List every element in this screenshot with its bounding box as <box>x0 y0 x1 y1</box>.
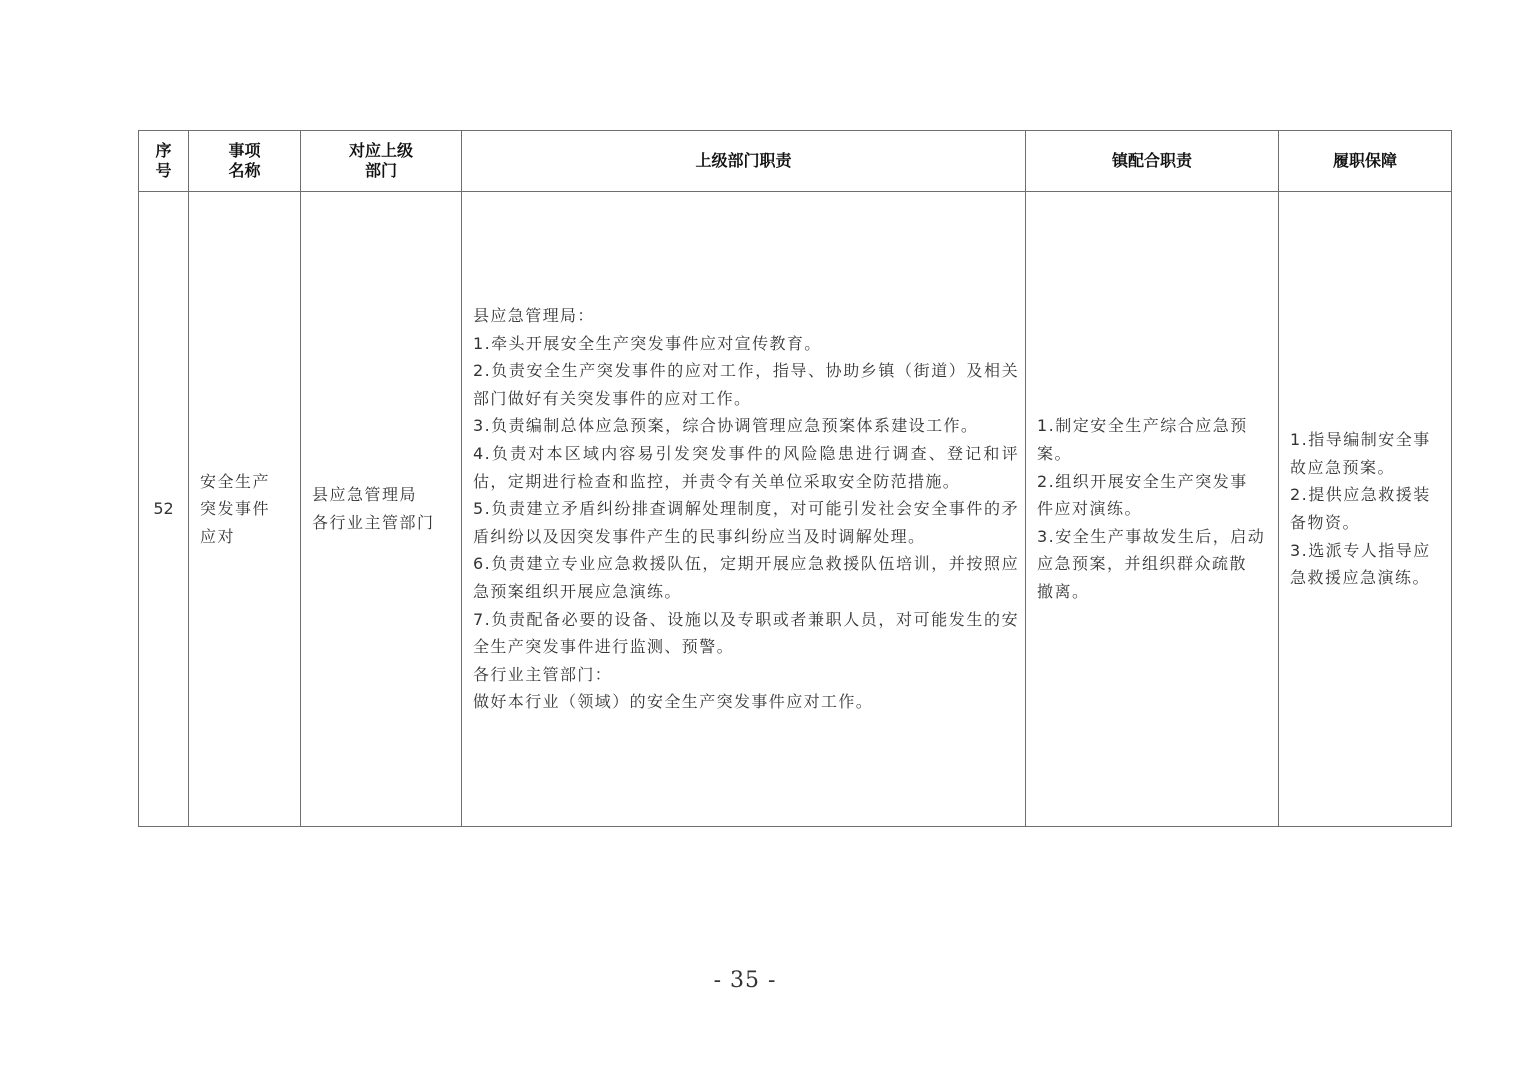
header-item-name: 事项 名称 <box>189 131 301 192</box>
table-row <box>139 192 1452 827</box>
header-superior-duties: 上级部门职责 <box>462 131 1026 192</box>
duty-line: 3.负责编制总体应急预案，综合协调管理应急预案体系建设工作。 <box>473 416 979 436</box>
row-item-name: 安全生产 突发事件 应对 <box>189 192 301 827</box>
table-header-row <box>139 131 1452 192</box>
duty-line: 各行业主管部门： <box>473 664 613 684</box>
duty-line: 6.负责建立专业应急救援队伍，定期开展应急救援队伍培训，并按照应急预案组织开展应急演练。 <box>473 554 1019 601</box>
header-town-duties: 镇配合职责 <box>1026 131 1279 192</box>
duty-line: 1.牵头开展安全生产突发事件应对宣传教育。 <box>473 333 822 353</box>
duty-line: 7.负责配备必要的设备、设施以及专职或者兼职人员，对可能发生的安全生产突发事件进行监测、预警。 <box>473 609 1019 657</box>
duty-line: 5.负责建立矛盾纠纷排查调解处理制度，对可能引发社会安全事件的矛盾纠纷以及因突发事件产生的民事纠纷应当及时调解处理。 <box>473 499 1019 546</box>
header-guarantee: 履职保障 <box>1279 131 1452 192</box>
header-superior-department: 对应上级 部门 <box>301 131 462 192</box>
duty-line: 4.负责对本区域内容易引发突发事件的风险隐患进行调查、登记和评估，定期进行检查和监控，并责令有关单位采取安全防范措施。 <box>473 444 1019 491</box>
duty-line: 做好本行业（领域）的安全生产突发事件应对工作。 <box>473 692 874 712</box>
superior-duties-list <box>462 302 1025 716</box>
row-superior-duties <box>462 192 1026 827</box>
duty-line: 2.负责安全生产突发事件的应对工作，指导、协助乡镇（街道）及相关部门做好有关突发事件的应对工作。 <box>473 361 1019 408</box>
duty-line: 县应急管理局： <box>473 306 595 326</box>
row-departments: 县应急管理局 各行业主管部门 <box>301 192 462 827</box>
row-guarantee: 1.指导编制安全事 故应急预案。 2.提供应急救援装 备物资。 3.选派专人指导应 急救援应急演练。 <box>1279 192 1452 827</box>
page-number: - 35 - <box>713 968 777 993</box>
row-serial-number: 52 <box>139 192 189 827</box>
row-town-duties: 1.制定安全生产综合应急预 案。 2.组织开展安全生产突发事 件应对演练。 3.安全生产事故发生后，启动 应急预案，并组织群众疏散 撤离。 <box>1026 192 1279 827</box>
responsibility-table <box>138 130 1452 827</box>
header-serial-number: 序 号 <box>139 131 189 192</box>
